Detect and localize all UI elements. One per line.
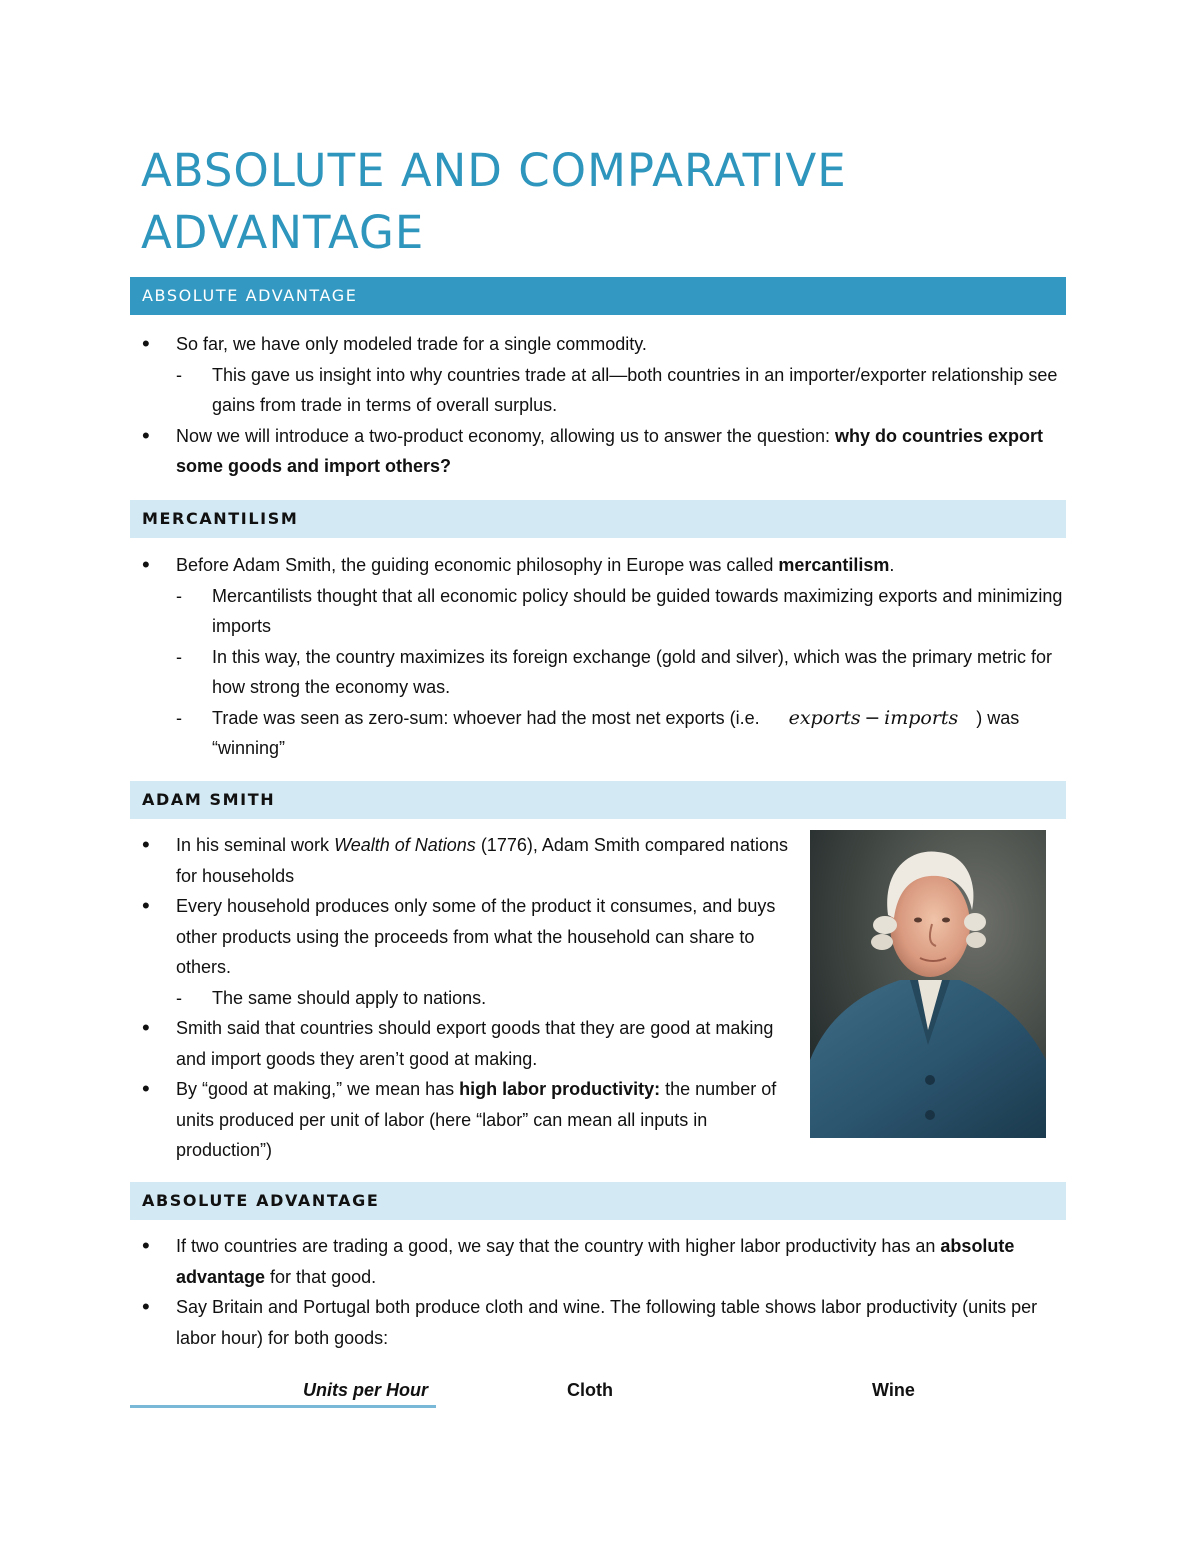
- section-heading-absolute-advantage: ABSOLUTE ADVANTAGE: [130, 277, 1066, 315]
- section-heading-adam-smith: ADAM SMITH: [130, 781, 1066, 819]
- list-item: • So far, we have only modeled trade for a single commodity.: [140, 329, 1060, 360]
- list-item: • In his seminal work Wealth of Nations (1776), Adam Smith compared nations for households: [140, 830, 795, 891]
- math-expression: exports − imports: [788, 706, 959, 729]
- table-header-units-per-hour: Units per Hour: [303, 1380, 429, 1400]
- list-item: • Say Britain and Portugal both produce cloth and wine. The following table shows labor productivity (units per labor hour) for both goods:: [140, 1292, 1055, 1353]
- list-item: • Every household produces only some of the product it consumes, and buys other products using the proceeds from what the household can share to others.: [140, 891, 795, 983]
- list-item: • Before Adam Smith, the guiding economic philosophy in Europe was called mercantilism.: [140, 550, 1065, 581]
- adam-smith-list: [140, 830, 795, 1166]
- table-header-wine: Wine: [872, 1380, 915, 1400]
- list-item: - The same should apply to nations.: [140, 983, 795, 1014]
- list-item: • By “good at making,” we mean has high labor productivity: the number of units produced per unit of labor (here “labor” can mean all inputs in production”): [140, 1074, 795, 1166]
- list-item: - This gave us insight into why countries trade at all—both countries in an importer/exporter relationship see gains from trade in terms of overall surplus.: [140, 360, 1060, 421]
- table-header-rule: [130, 1405, 436, 1408]
- list-item: - Trade was seen as zero-sum: whoever had the most net exports (i.e. exports − imports ) was “winning”: [140, 703, 1065, 764]
- document-title: [141, 140, 1081, 264]
- portrait-image: [810, 830, 1046, 1138]
- absolute-advantage-list: [140, 329, 1060, 482]
- list-item: • Smith said that countries should export goods that they are good at making and import goods they aren’t good at making.: [140, 1013, 795, 1074]
- title-line-1: ABSOLUTE AND COMPARATIVE: [141, 144, 847, 197]
- mercantilism-list: [140, 550, 1065, 764]
- list-item: • Now we will introduce a two-product economy, allowing us to answer the question: why do countries export some goods and import others?: [140, 421, 1060, 482]
- list-item: - In this way, the country maximizes its foreign exchange (gold and silver), which was the primary metric for how strong the economy was.: [140, 642, 1065, 703]
- table-header-cloth: Cloth: [567, 1380, 613, 1400]
- absolute-advantage-2-list: [140, 1231, 1055, 1353]
- section-heading-mercantilism: MERCANTILISM: [130, 500, 1066, 538]
- section-heading-absolute-advantage-2: ABSOLUTE ADVANTAGE: [130, 1182, 1066, 1220]
- title-line-2: ADVANTAGE: [141, 206, 425, 259]
- list-item: • If two countries are trading a good, we say that the country with higher labor productivity has an absolute advantage for that good.: [140, 1231, 1055, 1292]
- adam-smith-portrait: [810, 830, 1046, 1138]
- list-item: - Mercantilists thought that all economic policy should be guided towards maximizing exports and minimizing imports: [140, 581, 1065, 642]
